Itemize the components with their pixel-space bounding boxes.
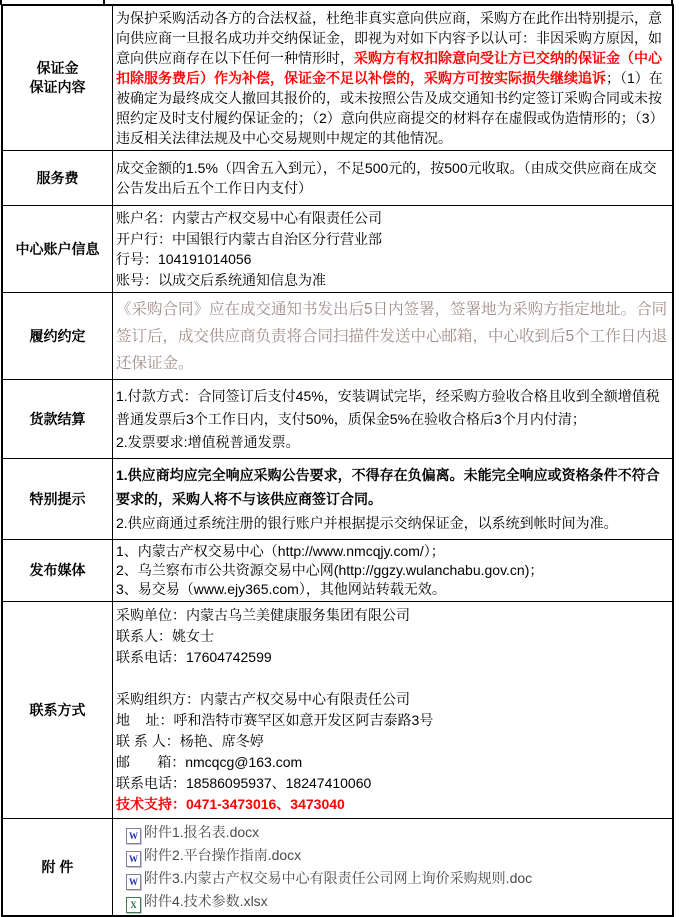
paragraph — [116, 229, 668, 250]
attachment-link[interactable] — [126, 893, 268, 909]
row-content-contact — [113, 602, 674, 819]
row-label-contact — [2, 602, 113, 819]
table-row-media — [2, 540, 673, 602]
text-segment: 2.供应商通过系统注册的银行账户并根据提示交纳保证金，以系统到帐时间为准。 — [116, 515, 618, 531]
paragraph — [116, 431, 668, 454]
row-label-account — [2, 206, 113, 293]
row-label-media — [2, 540, 113, 602]
paragraph — [116, 605, 668, 626]
text-segment: 采购单位：内蒙古乌兰美健康服务集团有限公司 — [116, 607, 410, 623]
red-emphasis-text: 技术支持：0471-3473016、3473040 — [116, 796, 345, 812]
row-label-text: 联系方式 — [29, 701, 86, 718]
text-segment: ；（1）在被确定为最终成交人撤回其报价的，或未按照公告及成交通知书约定签订采购合同或未按照约定及时支付履约保证金的；（2）意向供应商提交的材料存在虚假或伪造情形的；（3）违反相关法律法规及中心交易规则中规定的其他情况。 — [116, 70, 664, 146]
paragraph — [116, 794, 668, 815]
attachment-item — [126, 867, 668, 890]
text-segment: 联 系 人：杨艳、席冬婷 — [116, 733, 264, 749]
text-segment: 2.发票要求:增值税普通发票。 — [116, 433, 300, 450]
attachment-link[interactable] — [126, 870, 532, 886]
row-label-settlement — [2, 380, 113, 459]
attachment-item — [126, 821, 668, 844]
row-content-account — [113, 206, 674, 293]
row-content-media — [113, 540, 674, 602]
text-segment: 账户名：内蒙古产权交易中心有限责任公司 — [116, 210, 382, 226]
row-content-deposit — [113, 5, 674, 151]
attachment-link[interactable] — [126, 847, 301, 863]
row-label-special — [2, 459, 113, 540]
table-row-deposit — [2, 5, 673, 151]
text-segment: 邮 箱：nmcqcg@163.com — [116, 754, 303, 770]
table-row-fee — [2, 151, 673, 206]
table-row-special — [2, 459, 673, 540]
text-segment: 2、乌兰察布市公共资源交易中心网(http://ggzy.wulanchabu.gov.cn)； — [116, 562, 544, 578]
paragraph — [116, 296, 668, 377]
table-body — [2, 5, 673, 916]
row-label-text: 货款结算 — [29, 410, 86, 427]
text-segment: 联系电话：18586095937、18247410060 — [116, 775, 372, 791]
attachment-item — [126, 890, 668, 913]
text-segment: 《采购合同》应在成交通知书发出后5日内签署，签署地为采购方指定地址。合同签订后，成交供应商负责将合同扫描件发送中心邮箱，中心收到后5个工作日内退还保证金。 — [116, 300, 668, 372]
paragraph — [116, 731, 668, 752]
paragraph — [116, 8, 668, 148]
row-label-performance — [2, 293, 113, 380]
paragraph — [116, 773, 668, 794]
row-label-text: 履约约定 — [29, 327, 86, 344]
row-content-attachments — [113, 819, 674, 917]
text-segment: 为保护采购活动各方的合法权益，杜绝非真实意向供应商，采购方在此作出特别提示，意向供应商一旦报名成功并交纳保证金，即视为对如下内容予以认可：非因采购方原因，如意向供应商存在以下任何一种情形时， — [116, 10, 662, 66]
row-label-text: 附 件 — [41, 858, 74, 875]
red-emphasis-text: 采购方有权扣除意向受让方已交纳的保证金（中心扣除服务费后）作为补偿，保证金不足以补偿的，采购方可按实际损失继续追诉 — [116, 50, 662, 86]
row-label-text: 服务费 — [36, 169, 79, 186]
paragraph — [116, 511, 668, 535]
text-segment: 开户行：中国银行内蒙古自治区分行营业部 — [116, 230, 382, 247]
paragraph — [116, 561, 668, 580]
row-label-attachments — [2, 819, 113, 917]
text-segment: 联系人：姚女士 — [116, 628, 214, 644]
word-file-icon: W — [126, 874, 141, 890]
row-label-deposit — [2, 5, 113, 151]
excel-file-icon: X — [126, 897, 141, 913]
text-segment: 成交金额的1.5%（四舍五入到元），不足500元的，按500元收取。（由成交供应商在成交公告发出后五个工作日内支付） — [116, 160, 657, 196]
attachment-item — [126, 844, 668, 867]
table-row-performance — [2, 293, 673, 380]
row-content-special — [113, 459, 674, 540]
notice-table — [1, 4, 674, 917]
paragraph — [116, 542, 668, 561]
text-segment: 1、内蒙古产权交易中心（http://www.nmcqjy.com/）； — [116, 543, 445, 559]
row-content-fee — [113, 151, 674, 206]
row-label-text: 保证内容 — [29, 79, 86, 95]
text-segment: 行号：104191014056 — [116, 251, 252, 267]
paragraph — [116, 270, 668, 291]
paragraph — [116, 668, 668, 689]
row-content-settlement — [113, 380, 674, 459]
paragraph — [116, 249, 668, 270]
paragraph — [116, 647, 668, 668]
paragraph — [116, 689, 668, 710]
paragraph — [116, 158, 668, 198]
paragraph — [116, 752, 668, 773]
text-segment: 1.供应商均应完全响应采购公告要求，不得存在负偏离。未能完全响应或资格条件不符合要求的，采购人将不与该供应商签订合同。 — [116, 467, 660, 507]
paragraph — [116, 626, 668, 647]
word-file-icon: W — [126, 851, 141, 867]
text-segment: 账号：以成交后系统通知信息为准 — [116, 271, 326, 288]
paragraph — [116, 463, 668, 511]
text-segment: 3、易交易（www.ejy365.com），其他网站转载无效。 — [116, 581, 446, 597]
word-file-icon: W — [126, 828, 141, 844]
table-row-settlement — [2, 380, 673, 459]
attachment-name: 附件1.报名表.docx — [144, 824, 260, 840]
text-segment: 地 址：呼和浩特市赛罕区如意开发区阿吉泰路3号 — [116, 712, 434, 728]
row-label-text: 中心账户信息 — [15, 240, 100, 257]
row-label-text: 特别提示 — [29, 490, 86, 507]
table-row-attachments — [2, 819, 673, 917]
row-content-performance — [113, 293, 674, 380]
attachment-link[interactable] — [126, 824, 259, 840]
row-label-text: 保证金 — [36, 60, 79, 76]
paragraph — [116, 710, 668, 731]
row-label-fee — [2, 151, 113, 206]
table-row-account — [2, 206, 673, 293]
text-segment: 采购组织方：内蒙古产权交易中心有限责任公司 — [116, 691, 410, 707]
attachment-name: 附件4.技术参数.xlsx — [144, 893, 268, 909]
paragraph — [116, 385, 668, 431]
row-label-text: 发布媒体 — [29, 562, 86, 578]
text-segment: 联系电话：17604742599 — [116, 649, 272, 665]
attachment-name: 附件3.内蒙古产权交易中心有限责任公司网上询价采购规则.doc — [144, 870, 533, 886]
paragraph — [116, 580, 668, 599]
table-row-contact — [2, 602, 673, 819]
paragraph — [116, 208, 668, 229]
text-segment: 1.付款方式：合同签订后支付45%，安装调试完毕，经采购方验收合格且收到全额增值税普通发票后3个工作日内，支付50%，质保金5%在验收合格后3个月内付清； — [116, 387, 660, 427]
attachment-name: 附件2.平台操作指南.docx — [144, 847, 302, 863]
